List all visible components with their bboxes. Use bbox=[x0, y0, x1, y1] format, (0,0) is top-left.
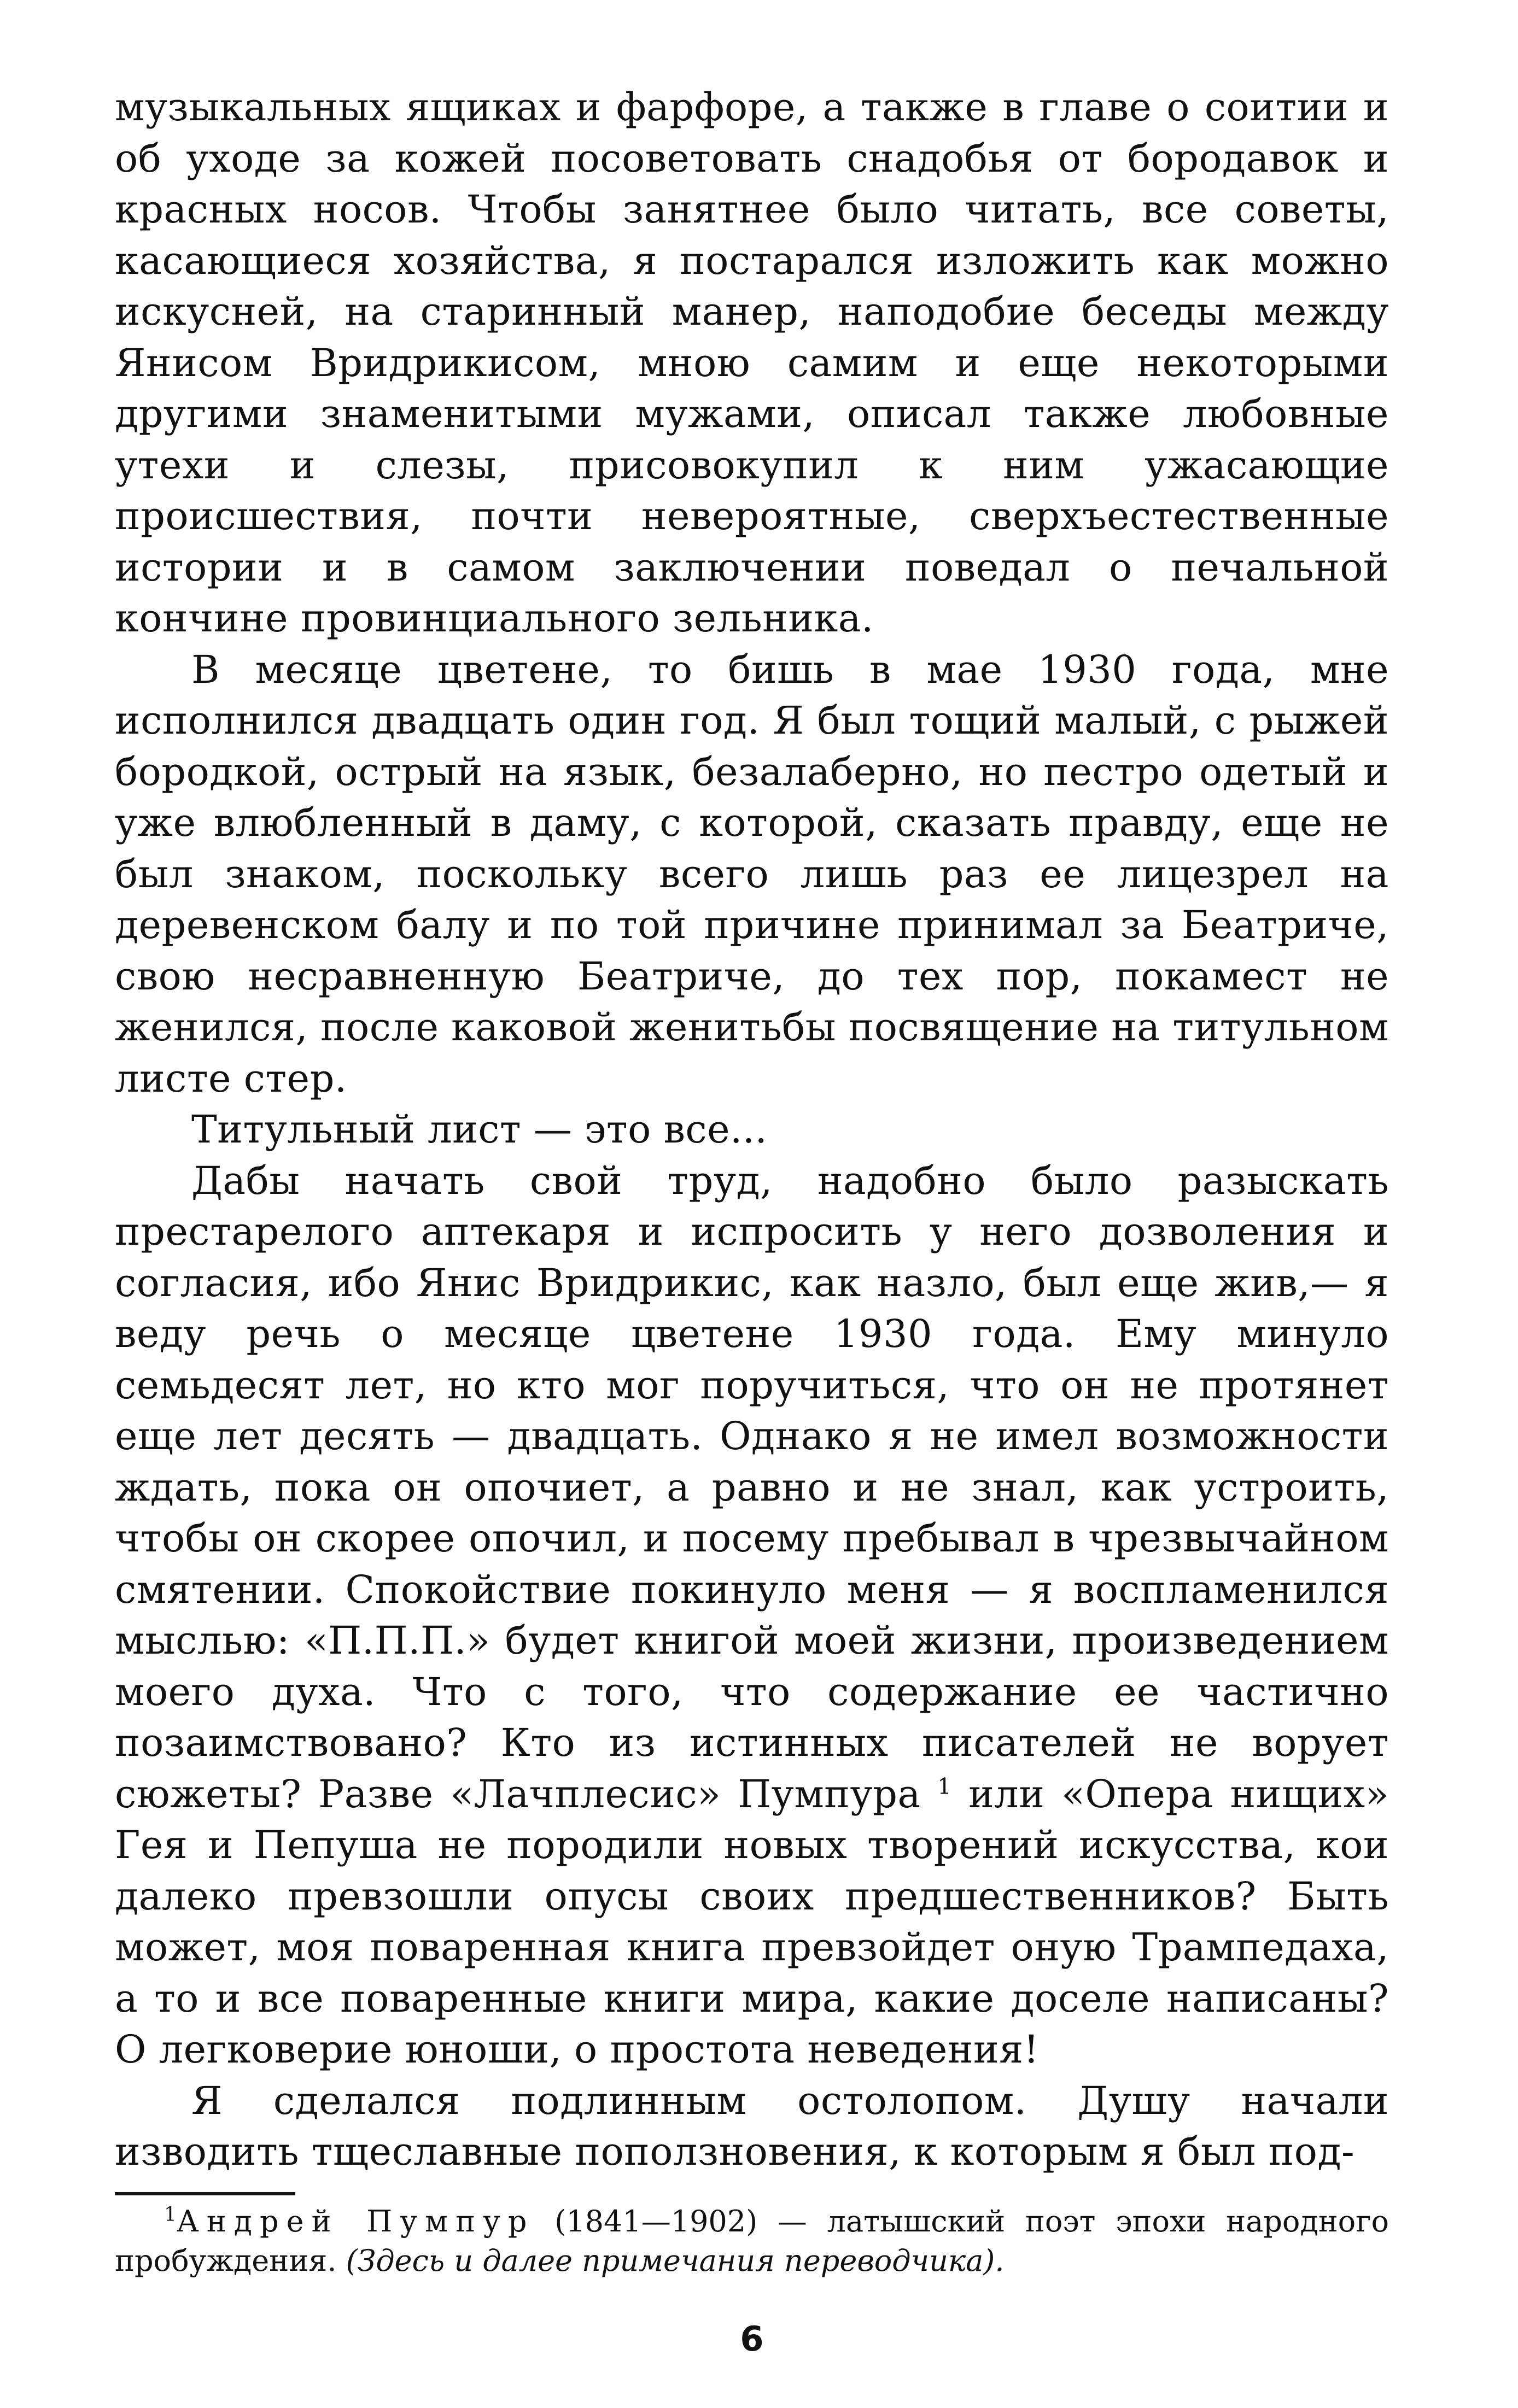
footnote-name: Андрей Пумпур bbox=[176, 2204, 535, 2239]
paragraph-3: Титульный лист — это все... bbox=[191, 1107, 768, 1152]
footnote-text: (1841—1902) — латышский поэт эпохи народного пробуждения. bbox=[115, 2204, 1389, 2278]
paragraph-1: музыкальных ящиках и фарфоре, а также в главе о соитии и об уходе за кожей посоветовать снадобья от бородавок и красных носов. Чтобы занятнее было читать, все советы, касающиеся хозяйства, я постарался изложить как можно искусней, на старинный манер, наподобие беседы между Янисом Вридрикисом, мною самим и еще некоторыми другими знаменитыми мужами, описал также любовные утехи и слезы, присовокупил к ним ужасающие происшествия, почти невероятные, сверхъестественные истории и в самом заключении поведал о печальной кончине провинциального зельника. bbox=[115, 85, 1389, 641]
paragraph-4-text-a: Дабы начать свой труд, надобно было разыскать престарелого аптекаря и испросить у него дозволения и согласия, ибо Янис Вридрикис, как назло, был еще жив,— я веду речь о месяце цветене 1930 года. Ему минуло семьдесят лет, но кто мог поручиться, что он не протянет еще лет десять — двадцать. Однако я не имел возможности ждать, пока он опочиет, а равно и не знал, как устроить, чтобы он скорее опочил, и посему пребывал в чрезвычайном смятении. Спокойствие покинуло меня — я воспламенился мыслью: «П.П.П.» будет книгой моей жизни, произведением моего духа. Что с того, что содержание ее частично позаимствовано? Кто из истинных писателей не ворует сюжеты? Разве «Лачплесис» Пумпура bbox=[115, 1158, 1389, 1817]
footnote-italic-note: (Здесь и далее примечания переводчика). bbox=[346, 2243, 1005, 2278]
footnote-mark: 1 bbox=[164, 2203, 177, 2226]
book-page bbox=[115, 82, 1389, 2359]
main-text bbox=[115, 82, 1389, 2178]
paragraph-4-text-b: или «Опера нищих» Гея и Пепуша не породили новых творений искусства, кои далеко превзошли опусы своих предшественников? Быть может, моя поваренная книга превзойдет оную Трампедаха, а то и все поваренные книги мира, какие доселе написаны? О легковерие юноши, о простота неведения! bbox=[115, 1771, 1389, 2072]
paragraph-4 bbox=[115, 1156, 1389, 2076]
page-number: 6 bbox=[740, 2318, 764, 2359]
footnote-reference: 1 bbox=[937, 1774, 952, 1800]
footnote-divider bbox=[115, 2192, 295, 2195]
paragraph-5: Я сделался подлинным остолопом. Душу начали изводить тщеславные поползновения, к которым я был под- bbox=[115, 2078, 1389, 2174]
paragraph-2: В месяце цветене, то бишь в мае 1930 года, мне исполнился двадцать один год. Я был тощий малый, с рыжей бородкой, острый на язык, безалаберно, но пестро одетый и уже влюбленный в даму, с которой, сказать правду, еще не был знаком, поскольку всего лишь раз ее лицезрел на деревенском балу и по той причине принимал за Беатриче, свою несравненную Беатриче, до тех пор, покамест не женился, после каковой женитьбы посвящение на титульном листе стер. bbox=[115, 647, 1389, 1101]
footnote bbox=[115, 2202, 1389, 2281]
